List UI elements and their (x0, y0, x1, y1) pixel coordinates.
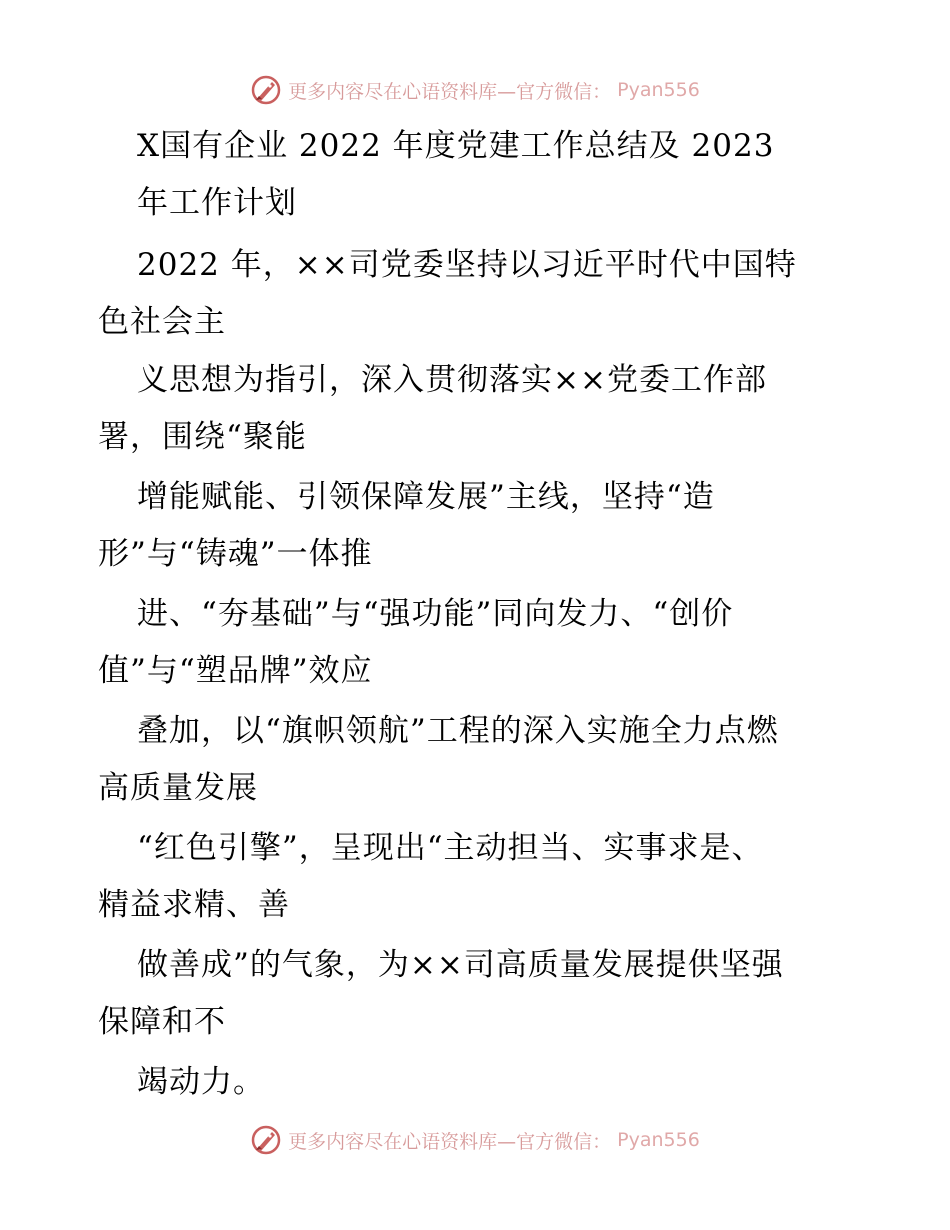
footer-banner-text: 更多内容尽在心语资料库—官方微信： (288, 1130, 612, 1153)
paragraph-line: 2022 年，××司党委坚持以习近平时代中国特 (137, 247, 797, 283)
paragraph-line: 署，围绕“聚能 (98, 419, 307, 455)
paragraph-line: 形”与“铸魂”一体推 (98, 536, 373, 572)
paragraph-line: 高质量发展 (98, 770, 258, 806)
paragraph-line: “红色引擎”，呈现出“主动担当、实事求是、 (137, 830, 764, 866)
paragraph-line: 竭动力。 (137, 1064, 265, 1100)
footer-wechat-id: Pyan556 (617, 1129, 700, 1151)
paragraph-line: 义思想为指引，深入贯彻落实××党委工作部 (137, 362, 767, 398)
paragraph-line: 叠加，以“旗帜领航”工程的深入实施全力点燃 (137, 713, 779, 749)
pen-nib-logo-icon (250, 74, 282, 106)
paragraph-line: 增能赋能、引领保障发展”主线，坚持“造 (137, 479, 715, 515)
paragraph-line: 色社会主 (98, 304, 226, 340)
header-banner-text: 更多内容尽在心语资料库—官方微信： (288, 80, 612, 103)
paragraph-line: 值”与“塑品牌”效应 (98, 653, 373, 689)
title-line-2: 年工作计划 (137, 185, 297, 221)
title-line-1: X国有企业 2022 年度党建工作总结及 2023 (137, 128, 775, 164)
header-watermark-banner (0, 73, 950, 107)
paragraph-line: 精益求精、善 (98, 887, 290, 923)
pen-nib-logo-icon (250, 1124, 282, 1156)
paragraph-line: 进、“夯基础”与“强功能”同向发力、“创价 (137, 596, 734, 632)
footer-watermark-banner (0, 1123, 950, 1157)
paragraph-line: 做善成”的气象，为××司高质量发展提供坚强 (137, 947, 784, 983)
paragraph-line: 保障和不 (98, 1004, 226, 1040)
header-wechat-id: Pyan556 (617, 79, 700, 101)
